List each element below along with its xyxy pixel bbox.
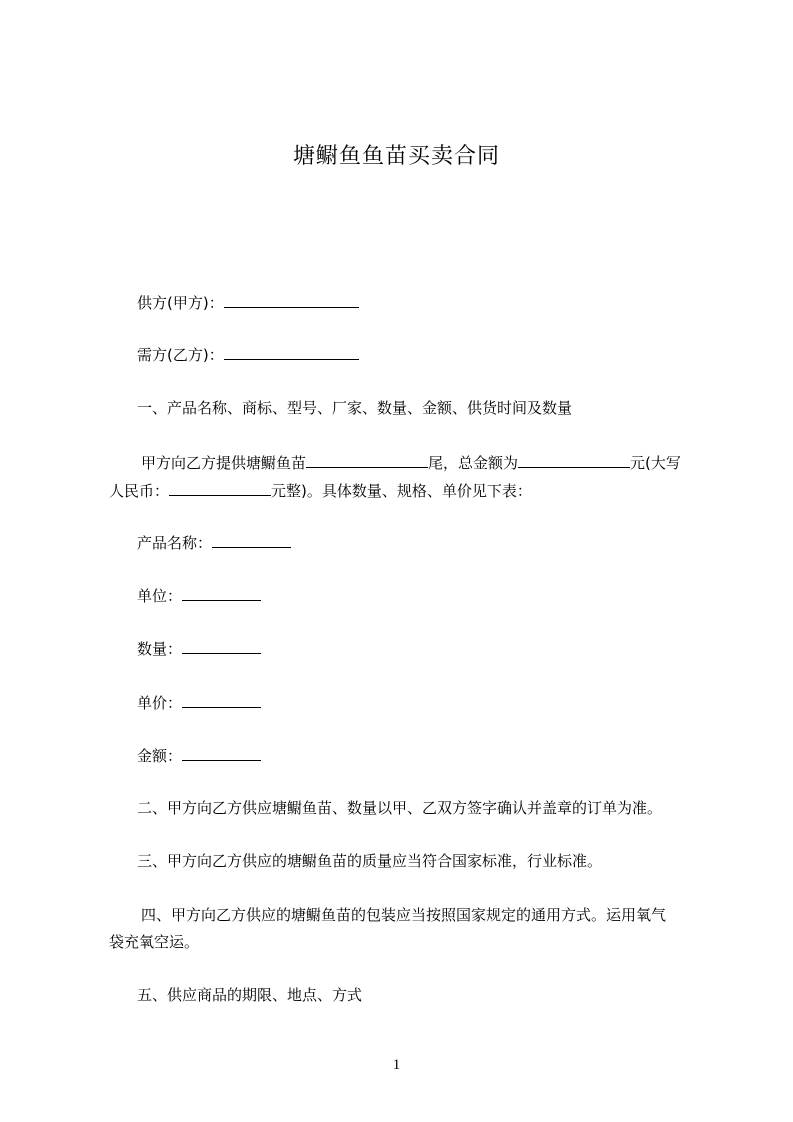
document-title: 塘鳚鱼鱼苗买卖合同	[292, 144, 500, 169]
para1-line1	[141, 452, 681, 473]
section3-text: 三、甲方向乙方供应的塘鳚鱼苗的质量应当符合国家标准，行业标准。	[137, 852, 603, 870]
supplier-blank[interactable]	[224, 292, 359, 308]
section1-heading: 一、产品名称、商标、型号、厂家、数量、金额、供货时间及数量	[137, 399, 573, 417]
product-name-line	[137, 532, 291, 553]
product-name-blank[interactable]	[212, 532, 291, 548]
section5-heading: 五、供应商品的期限、地点、方式	[137, 986, 363, 1004]
para1-line2	[109, 480, 532, 501]
amount-in-words-blank[interactable]	[169, 480, 271, 496]
amount-line	[137, 745, 261, 766]
para1-text-5: 元整)。具体数量、规格、单价见下表：	[271, 482, 532, 500]
para1-text-1: 甲方向乙方提供塘鳚鱼苗	[141, 454, 307, 472]
quantity-tail-blank[interactable]	[306, 452, 428, 468]
product-name-label: 产品名称：	[137, 534, 213, 552]
section2-text: 二、甲方向乙方供应塘鳚鱼苗、数量以甲、乙双方签字确认并盖章的订单为准。	[137, 799, 663, 817]
para1-text-2: 尾，总金额为	[428, 454, 519, 472]
unit-price-line	[137, 692, 261, 713]
section4-line2: 袋充氧空运。	[109, 933, 200, 951]
quantity-blank[interactable]	[182, 638, 261, 654]
quantity-line	[137, 638, 261, 659]
unit-price-label: 单价：	[137, 694, 183, 712]
total-amount-blank[interactable]	[518, 452, 630, 468]
unit-line	[137, 585, 261, 606]
buyer-label: 需方(乙方)：	[137, 346, 224, 364]
para1-text-3: 元(大写	[630, 454, 681, 472]
amount-label: 金额：	[137, 747, 183, 765]
para1-text-4: 人民币：	[109, 482, 170, 500]
unit-blank[interactable]	[182, 585, 261, 601]
page-number: 1	[392, 1057, 401, 1073]
section4-line1: 四、甲方向乙方供应的塘鳚鱼苗的包装应当按照国家规定的通用方式。运用氧气	[141, 906, 667, 924]
buyer-line	[137, 344, 359, 365]
unit-label: 单位：	[137, 587, 183, 605]
quantity-label: 数量：	[137, 640, 183, 658]
supplier-line	[137, 292, 359, 313]
supplier-label: 供方(甲方)：	[137, 294, 224, 312]
unit-price-blank[interactable]	[182, 692, 261, 708]
buyer-blank[interactable]	[224, 344, 359, 360]
amount-blank[interactable]	[182, 745, 261, 761]
